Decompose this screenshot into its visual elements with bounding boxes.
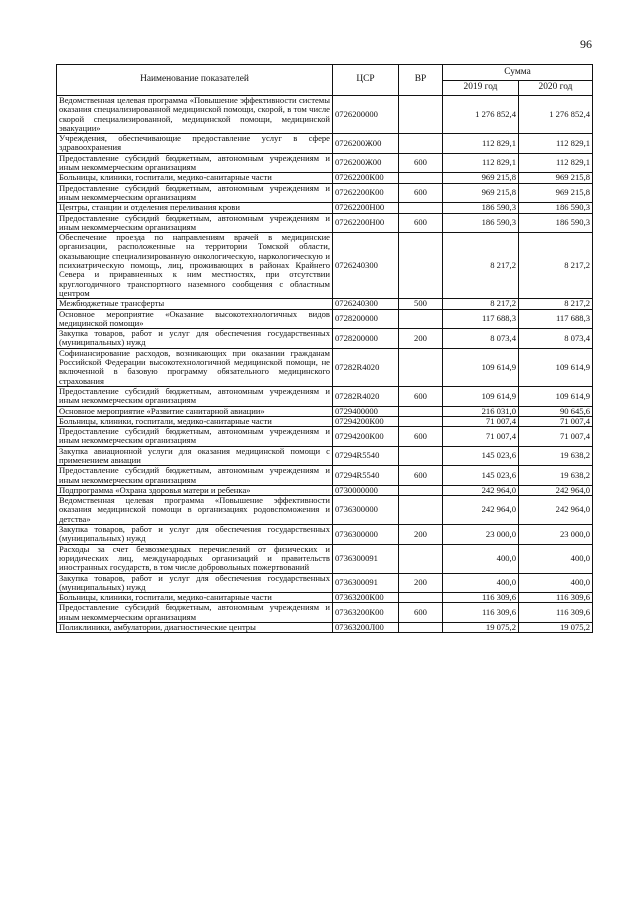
row-name-cell: Закупка товаров, работ и услуг для обеспечения государственных (муниципальных) нужд — [57, 573, 333, 593]
row-csr-cell: 07294R5540 — [333, 466, 399, 486]
row-sum-2020-cell: 242 964,0 — [519, 485, 593, 495]
row-name-cell: Предоставление субсидий бюджетным, автономным учреждениям и иным некоммерческим организациям — [57, 183, 333, 203]
row-sum-2020-cell: 186 590,3 — [519, 203, 593, 213]
row-sum-2019-cell: 19 075,2 — [443, 623, 519, 633]
row-csr-cell: 0736300000 — [333, 525, 399, 545]
header-year-2019: 2019 год — [443, 81, 519, 96]
header-sum: Сумма — [443, 65, 593, 81]
row-name-cell: Ведомственная целевая программа «Повышение эффективности системы оказания специализированной медицинской помощи, скорой, в том числе скорой специализированной, медицинской помощи, медицинской эвакуации» — [57, 96, 333, 134]
row-name-cell: Больницы, клиники, госпитали, медико-санитарные части — [57, 416, 333, 426]
row-vr-cell — [399, 233, 443, 299]
row-vr-cell — [399, 406, 443, 416]
row-sum-2019-cell: 145 023,6 — [443, 446, 519, 466]
table-row — [57, 203, 593, 213]
row-csr-cell: 07262200К00 — [333, 183, 399, 203]
row-sum-2019-cell: 242 964,0 — [443, 496, 519, 525]
row-sum-2019-cell: 8 073,4 — [443, 329, 519, 349]
row-vr-cell — [399, 348, 443, 386]
row-name-cell: Больницы, клиники, госпитали, медико-санитарные части — [57, 173, 333, 183]
row-vr-cell: 600 — [399, 386, 443, 406]
row-csr-cell: 07363200К00 — [333, 593, 399, 603]
table-row — [57, 309, 593, 329]
row-sum-2020-cell: 19 075,2 — [519, 623, 593, 633]
table-row — [57, 233, 593, 299]
row-csr-cell: 0729400000 — [333, 406, 399, 416]
row-name-cell: Центры, станции и отделения переливания крови — [57, 203, 333, 213]
table-row — [57, 134, 593, 154]
row-vr-cell — [399, 485, 443, 495]
row-vr-cell: 600 — [399, 153, 443, 173]
row-sum-2020-cell: 109 614,9 — [519, 348, 593, 386]
table-row — [57, 544, 593, 573]
row-name-cell: Основное мероприятие «Оказание высокотехнологичных видов медицинской помощи» — [57, 309, 333, 329]
row-sum-2020-cell: 116 309,6 — [519, 603, 593, 623]
row-csr-cell: 07363200К00 — [333, 603, 399, 623]
row-csr-cell: 0726200Ж00 — [333, 153, 399, 173]
row-sum-2019-cell: 109 614,9 — [443, 386, 519, 406]
row-vr-cell — [399, 544, 443, 573]
row-csr-cell: 07294200К00 — [333, 416, 399, 426]
row-sum-2019-cell: 117 688,3 — [443, 309, 519, 329]
row-sum-2019-cell: 8 217,2 — [443, 299, 519, 309]
row-vr-cell — [399, 496, 443, 525]
row-sum-2020-cell: 117 688,3 — [519, 309, 593, 329]
table-row — [57, 213, 593, 233]
row-sum-2019-cell: 186 590,3 — [443, 203, 519, 213]
row-sum-2020-cell: 242 964,0 — [519, 496, 593, 525]
row-name-cell: Обеспечение проезда по направлениям врачей в медицинские организации, расположенные на территории Томской области, оказывающие специализированную онкологическую, наркологическую и психиатрическую помощь, лиц, проживающих в районах Крайнего Севера и приравненных к ним местностях, при отсутствии круглогодичного транспортного наземного сообщения с областным центром — [57, 233, 333, 299]
row-sum-2020-cell: 8 217,2 — [519, 233, 593, 299]
row-csr-cell: 07262200Н00 — [333, 213, 399, 233]
row-csr-cell: 07363200Л00 — [333, 623, 399, 633]
row-csr-cell: 0726200Ж00 — [333, 134, 399, 154]
row-sum-2019-cell: 242 964,0 — [443, 485, 519, 495]
table-row — [57, 525, 593, 545]
row-sum-2019-cell: 112 829,1 — [443, 134, 519, 154]
row-sum-2020-cell: 90 645,6 — [519, 406, 593, 416]
row-name-cell: Закупка товаров, работ и услуг для обеспечения государственных (муниципальных) нужд — [57, 329, 333, 349]
row-sum-2020-cell: 112 829,1 — [519, 134, 593, 154]
row-vr-cell — [399, 446, 443, 466]
table-row — [57, 96, 593, 134]
row-csr-cell: 07282R4020 — [333, 348, 399, 386]
row-csr-cell: 0736300091 — [333, 544, 399, 573]
table-body — [57, 96, 593, 633]
row-vr-cell — [399, 309, 443, 329]
row-csr-cell: 07282R4020 — [333, 386, 399, 406]
row-name-cell: Предоставление субсидий бюджетным, автономным учреждениям и иным некоммерческим организациям — [57, 466, 333, 486]
row-sum-2020-cell: 1 276 852,4 — [519, 96, 593, 134]
row-vr-cell — [399, 593, 443, 603]
table-row — [57, 386, 593, 406]
table-row — [57, 485, 593, 495]
row-csr-cell: 0736300000 — [333, 496, 399, 525]
row-name-cell: Закупка авиационной услуги для оказания медицинской помощи с применением авиации — [57, 446, 333, 466]
row-vr-cell — [399, 623, 443, 633]
row-sum-2019-cell: 145 023,6 — [443, 466, 519, 486]
table-row — [57, 173, 593, 183]
row-csr-cell: 0730000000 — [333, 485, 399, 495]
row-csr-cell: 0726200000 — [333, 96, 399, 134]
table-row — [57, 329, 593, 349]
row-vr-cell: 200 — [399, 329, 443, 349]
row-vr-cell: 200 — [399, 573, 443, 593]
row-sum-2020-cell: 19 638,2 — [519, 466, 593, 486]
row-vr-cell — [399, 173, 443, 183]
row-csr-cell: 0726240300 — [333, 299, 399, 309]
row-sum-2019-cell: 23 000,0 — [443, 525, 519, 545]
header-year-2020: 2020 год — [519, 81, 593, 96]
row-vr-cell: 500 — [399, 299, 443, 309]
table-row — [57, 299, 593, 309]
row-vr-cell: 600 — [399, 213, 443, 233]
row-name-cell: Предоставление субсидий бюджетным, автономным учреждениям и иным некоммерческим организациям — [57, 603, 333, 623]
table-row — [57, 593, 593, 603]
row-sum-2019-cell: 116 309,6 — [443, 593, 519, 603]
row-vr-cell: 600 — [399, 466, 443, 486]
row-sum-2020-cell: 969 215,8 — [519, 173, 593, 183]
row-name-cell: Предоставление субсидий бюджетным, автономным учреждениям и иным некоммерческим организациям — [57, 153, 333, 173]
row-name-cell: Закупка товаров, работ и услуг для обеспечения государственных (муниципальных) нужд — [57, 525, 333, 545]
row-sum-2019-cell: 400,0 — [443, 544, 519, 573]
header-vr: ВР — [399, 65, 443, 96]
row-sum-2019-cell: 112 829,1 — [443, 153, 519, 173]
row-name-cell: Поликлиники, амбулатории, диагностические центры — [57, 623, 333, 633]
row-name-cell: Межбюджетные трансферты — [57, 299, 333, 309]
header-csr: ЦСР — [333, 65, 399, 96]
row-name-cell: Основное мероприятие «Развитие санитарной авиации» — [57, 406, 333, 416]
row-vr-cell — [399, 134, 443, 154]
table-row — [57, 406, 593, 416]
row-sum-2020-cell: 400,0 — [519, 573, 593, 593]
row-sum-2020-cell: 109 614,9 — [519, 386, 593, 406]
table-row — [57, 183, 593, 203]
row-sum-2019-cell: 109 614,9 — [443, 348, 519, 386]
row-name-cell: Предоставление субсидий бюджетным, автономным учреждениям и иным некоммерческим организациям — [57, 213, 333, 233]
row-sum-2020-cell: 19 638,2 — [519, 446, 593, 466]
table-row — [57, 466, 593, 486]
row-csr-cell: 07262200Н00 — [333, 203, 399, 213]
row-sum-2019-cell: 969 215,8 — [443, 173, 519, 183]
row-csr-cell: 07294R5540 — [333, 446, 399, 466]
table-row — [57, 573, 593, 593]
page-number: 96 — [580, 37, 592, 51]
row-sum-2019-cell: 969 215,8 — [443, 183, 519, 203]
row-csr-cell: 0728200000 — [333, 329, 399, 349]
row-name-cell: Софинансирование расходов, возникающих при оказании гражданам Российской Федерации высокотехнологичной медицинской помощи, не включенной в базовую программу обязательного медицинского страхования — [57, 348, 333, 386]
row-sum-2020-cell: 8 073,4 — [519, 329, 593, 349]
table-header — [57, 65, 593, 96]
row-sum-2020-cell: 71 007,4 — [519, 416, 593, 426]
table-row — [57, 603, 593, 623]
row-sum-2020-cell: 8 217,2 — [519, 299, 593, 309]
row-sum-2020-cell: 112 829,1 — [519, 153, 593, 173]
row-vr-cell — [399, 416, 443, 426]
row-vr-cell — [399, 96, 443, 134]
table-row — [57, 348, 593, 386]
row-vr-cell — [399, 203, 443, 213]
row-vr-cell: 200 — [399, 525, 443, 545]
row-sum-2019-cell: 400,0 — [443, 573, 519, 593]
row-sum-2019-cell: 186 590,3 — [443, 213, 519, 233]
row-name-cell: Предоставление субсидий бюджетным, автономным учреждениям и иным некоммерческим организациям — [57, 386, 333, 406]
row-sum-2020-cell: 400,0 — [519, 544, 593, 573]
table-row — [57, 416, 593, 426]
row-name-cell: Подпрограмма «Охрана здоровья матери и ребенка» — [57, 485, 333, 495]
row-name-cell: Учреждения, обеспечивающие предоставление услуг в сфере здравоохранения — [57, 134, 333, 154]
row-sum-2020-cell: 23 000,0 — [519, 525, 593, 545]
row-csr-cell: 0736300091 — [333, 573, 399, 593]
row-sum-2019-cell: 116 309,6 — [443, 603, 519, 623]
row-sum-2019-cell: 8 217,2 — [443, 233, 519, 299]
row-sum-2019-cell: 1 276 852,4 — [443, 96, 519, 134]
table-row — [57, 623, 593, 633]
table-row — [57, 446, 593, 466]
table-row — [57, 496, 593, 525]
row-sum-2019-cell: 216 031,0 — [443, 406, 519, 416]
row-csr-cell: 0728200000 — [333, 309, 399, 329]
row-csr-cell: 07262200К00 — [333, 173, 399, 183]
row-csr-cell: 0726240300 — [333, 233, 399, 299]
row-name-cell: Расходы за счет безвозмездных перечислений от физических и юридических лиц, международных организаций и правительств иностранных государств, в том числе добровольных пожертвований — [57, 544, 333, 573]
table-row — [57, 153, 593, 173]
row-sum-2019-cell: 71 007,4 — [443, 427, 519, 447]
row-name-cell: Ведомственная целевая программа «Повышение эффективности оказания медицинской помощи в организациях родовспоможения и детства» — [57, 496, 333, 525]
table-row — [57, 427, 593, 447]
row-name-cell: Предоставление субсидий бюджетным, автономным учреждениям и иным некоммерческим организациям — [57, 427, 333, 447]
header-name: Наименование показателей — [57, 65, 333, 96]
budget-table — [56, 64, 593, 633]
row-sum-2020-cell: 71 007,4 — [519, 427, 593, 447]
row-vr-cell: 600 — [399, 603, 443, 623]
row-vr-cell: 600 — [399, 427, 443, 447]
row-name-cell: Больницы, клиники, госпитали, медико-санитарные части — [57, 593, 333, 603]
row-csr-cell: 07294200К00 — [333, 427, 399, 447]
row-sum-2020-cell: 969 215,8 — [519, 183, 593, 203]
row-vr-cell: 600 — [399, 183, 443, 203]
row-sum-2019-cell: 71 007,4 — [443, 416, 519, 426]
row-sum-2020-cell: 116 309,6 — [519, 593, 593, 603]
row-sum-2020-cell: 186 590,3 — [519, 213, 593, 233]
